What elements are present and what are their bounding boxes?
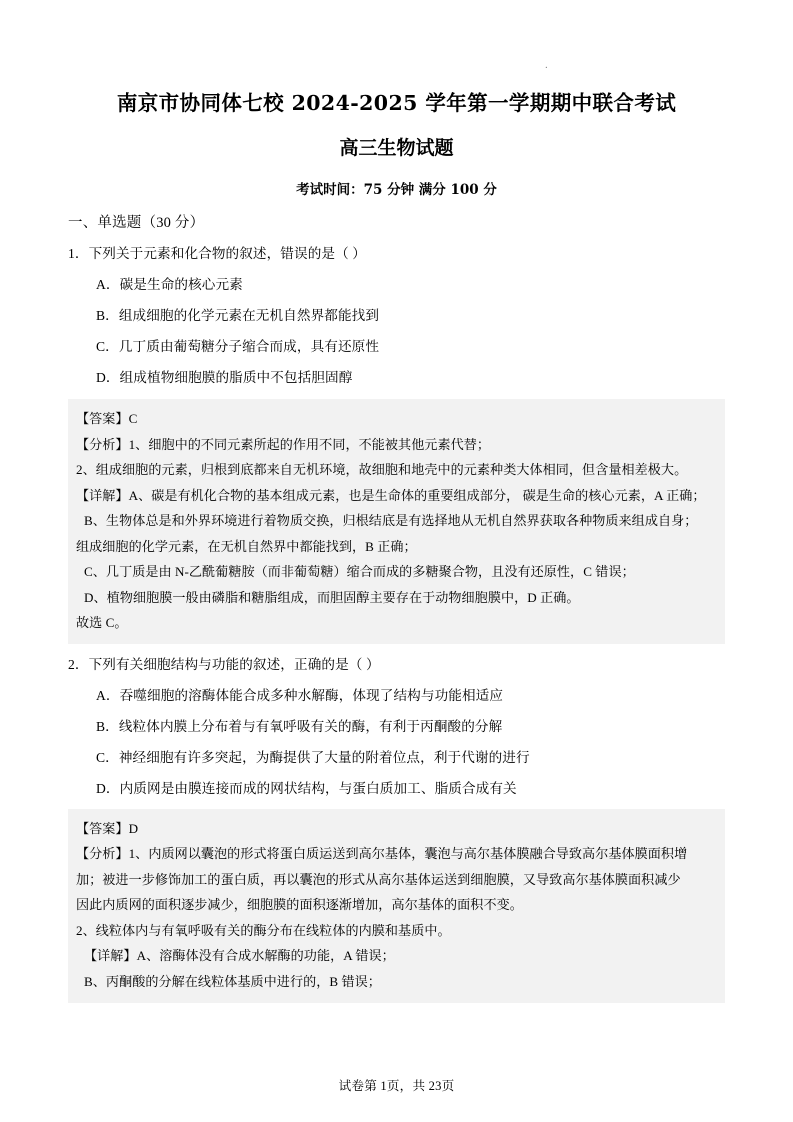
answer-line: 2、线粒体内与有氧呼吸有关的酶分布在线粒体的内膜和基质中。: [76, 922, 451, 938]
question-stem: 2．下列有关细胞结构与功能的叙述，正确的是（ ）: [68, 656, 380, 672]
question-option: D．内质网是由膜连接而成的网状结构，与蛋白质加工、脂质合成有关: [96, 780, 517, 796]
answer-line: B、生物体总是和外界环境进行着物质交换，归根结底是有选择地从无机自然界获取各种物质来组成自身；: [84, 513, 698, 529]
page-title: 南京市协同体七校 2024-2025 学年第一学期期中联合考试: [116, 91, 677, 115]
question-option: C．几丁质由葡萄糖分子缩合而成，具有还原性: [96, 339, 380, 354]
answer-line: 组成细胞的化学元素，在无机自然界中都能找到，B 正确；: [76, 538, 417, 554]
answer-line: 【详解】A、溶酶体没有合成水解酶的功能，A 错误；: [84, 948, 395, 964]
answer-line: C、几丁质是由 N-乙酰葡糖胺（而非葡萄糖）缩合而成的多糖聚合物，且没有还原性，C 错误；: [84, 564, 635, 580]
page-subtitle: 高三生物试题: [339, 137, 454, 159]
question-option: A．吞噬细胞的溶酶体能合成多种水解酶，体现了结构与功能相适应: [96, 687, 504, 703]
answer-explanation-block: [68, 809, 725, 1003]
answer-line: D、植物细胞膜一般由磷脂和糖脂组成，而胆固醇主要存在于动物细胞膜中，D 正确。: [84, 589, 580, 605]
question-option: C．神经细胞有许多突起，为酶提供了大量的附着位点，利于代谢的进行: [96, 749, 530, 765]
question-option: B．组成细胞的化学元素在无机自然界都能找到: [96, 308, 380, 323]
answer-line: B、丙酮酸的分解在线粒体基质中进行的，B 错误；: [84, 973, 381, 989]
exam-meta: 考试时间：75 分钟 满分 100 分: [296, 182, 497, 198]
question-option: A．碳是生命的核心元素: [96, 277, 243, 292]
question-option: D．组成植物细胞膜的脂质中不包括胆固醇: [96, 370, 353, 385]
answer-line: 【分析】1、内质网以囊泡的形式将蛋白质运送到高尔基体，囊泡与高尔基体膜融合导致高尔基体膜面积增: [76, 846, 688, 862]
answer-line: 因此内质网的面积逐步减少，细胞膜的面积逐渐增加，高尔基体的面积不变。: [76, 897, 523, 913]
answer-line: 【答案】C: [76, 411, 138, 426]
section-heading-one: 一、单选题（30 分）: [68, 215, 205, 231]
page-footer: 试卷第 1页，共 23页: [338, 1079, 455, 1093]
answer-explanation-block: [68, 399, 725, 644]
answer-line: 【详解】A、碳是有机化合物的基本组成元素，也是生命体的重要组成部分， 碳是生命的核心元素，A 正确；: [76, 487, 706, 503]
answer-line: 故选 C。: [76, 615, 128, 631]
question-stem: 1．下列关于元素和化合物的叙述，错误的是（ ）: [68, 246, 366, 261]
answer-line: 【分析】1、细胞中的不同元素所起的作用不同，不能被其他元素代替；: [76, 436, 491, 452]
answer-line: 加；被进一步修饰加工的蛋白质，再以囊泡的形式从高尔基体运送到细胞膜，又导致高尔基体膜面积减少: [76, 871, 681, 887]
page-top-mark: .: [545, 59, 548, 71]
question-option: B．线粒体内膜上分布着与有氧呼吸有关的酶，有利于丙酮酸的分解: [96, 718, 503, 734]
answer-line: 2、组成细胞的元素，归根到底都来自无机环境，故细胞和地壳中的元素种类大体相同，但含量相差极大。: [76, 462, 688, 478]
answer-line: 【答案】D: [76, 820, 139, 836]
